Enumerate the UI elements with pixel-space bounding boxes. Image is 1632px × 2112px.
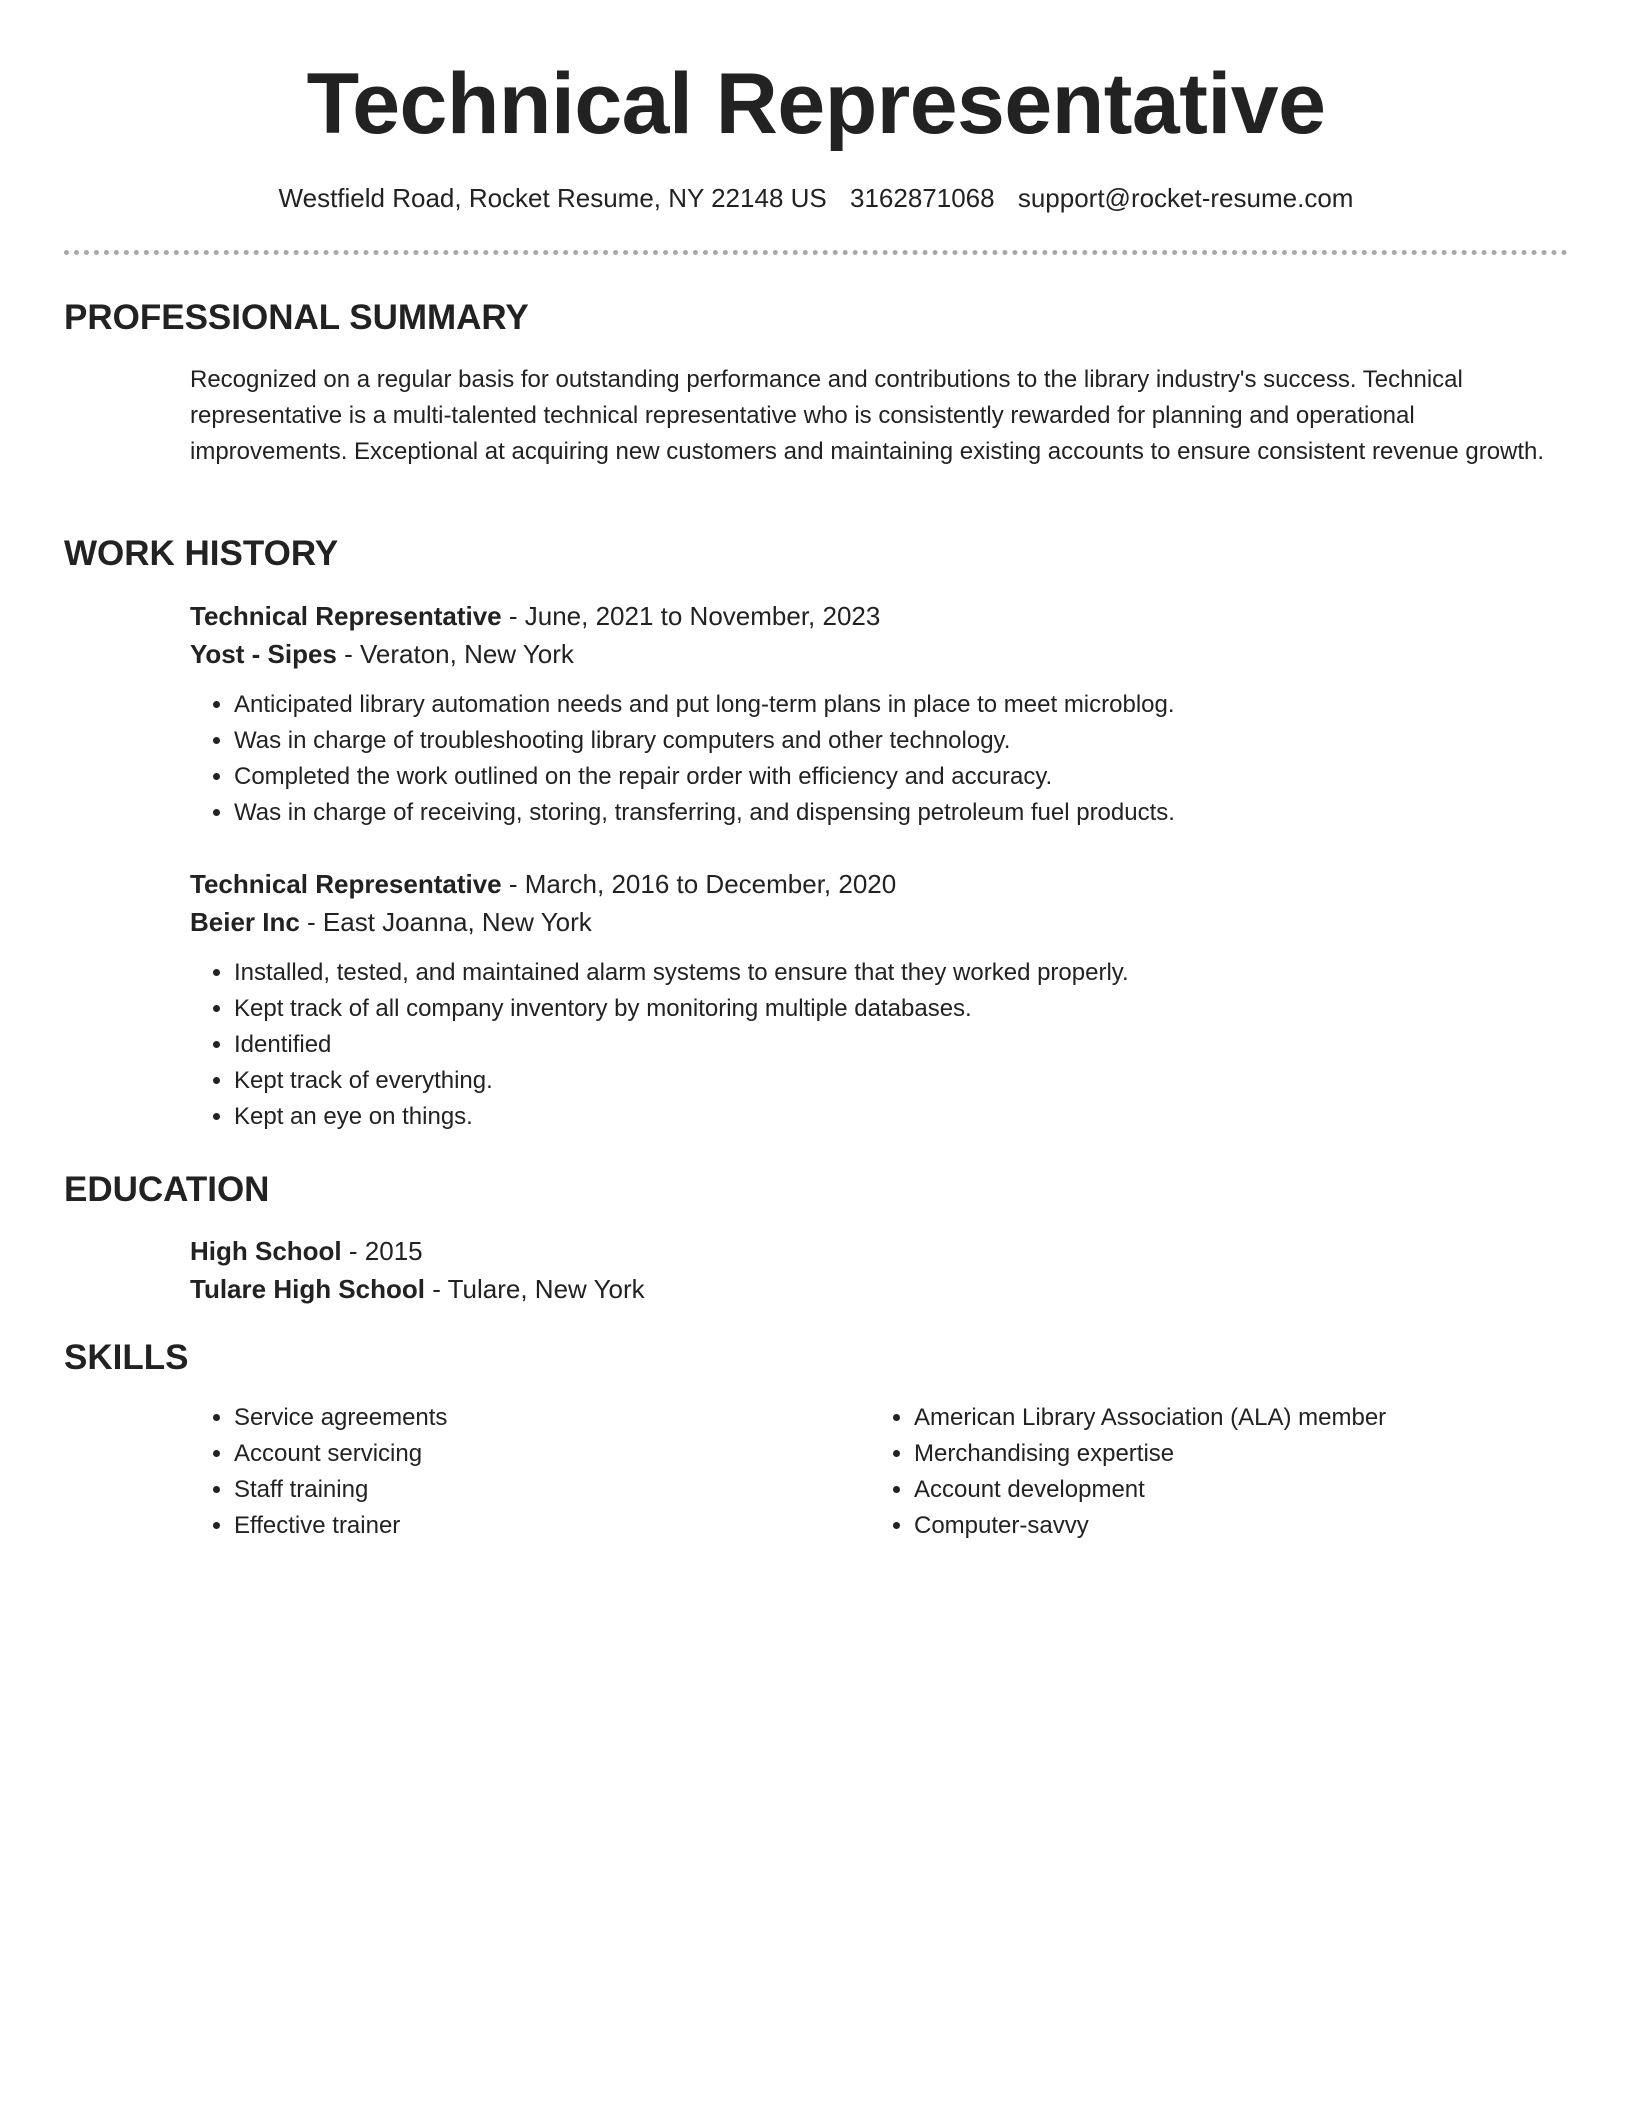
job-location: - East Joanna, New York (299, 907, 592, 937)
job-entry (190, 597, 1568, 831)
header-divider (64, 250, 1568, 255)
email: support@rocket-resume.com (1017, 183, 1354, 213)
list-item: • Kept track of everything. (234, 1063, 1568, 1099)
education-entry (190, 1232, 1568, 1308)
job-entry (190, 865, 1568, 1135)
skill-item: • Account development (914, 1472, 1550, 1508)
skill-item: • Effective trainer (234, 1508, 870, 1544)
job-company: Beier Inc (190, 907, 300, 937)
list-item: • Was in charge of receiving, storing, transferring, and dispensing petroleum fuel products. (234, 795, 1568, 831)
skill-item: • American Library Association (ALA) member (914, 1400, 1550, 1436)
list-item: • Was in charge of troubleshooting library computers and other technology. (234, 723, 1568, 759)
candidate-name: Technical Representative (306, 56, 1326, 152)
job-title: Technical Representative (190, 869, 502, 899)
education-degree: High School (190, 1236, 342, 1266)
job-bullets (190, 687, 1568, 831)
section-title-education: EDUCATION (64, 1170, 270, 1209)
list-item: • Anticipated library automation needs and put long-term plans in place to meet microblog. (234, 687, 1568, 723)
education-year: - 2015 (341, 1236, 423, 1266)
list-item: • Identified (234, 1027, 1568, 1063)
job-company: Yost - Sipes (190, 639, 337, 669)
skills-list-right (870, 1400, 1550, 1544)
skill-item: • Account servicing (234, 1436, 870, 1472)
job-title: Technical Representative (190, 601, 502, 631)
list-item: • Kept an eye on things. (234, 1099, 1568, 1135)
education-school-line (190, 1270, 1568, 1308)
skill-item: • Staff training (234, 1472, 870, 1508)
job-title-line (190, 597, 1568, 635)
job-dates: - June, 2021 to November, 2023 (501, 601, 881, 631)
job-title-line (190, 865, 1568, 903)
job-bullets (190, 955, 1568, 1135)
education-location: - Tulare, New York (424, 1274, 645, 1304)
job-location: - Veraton, New York (336, 639, 574, 669)
job-company-line (190, 635, 1568, 673)
skills-block (190, 1400, 1568, 1544)
education-school: Tulare High School (190, 1274, 425, 1304)
skill-item: • Service agreements (234, 1400, 870, 1436)
skill-item: • Computer-savvy (914, 1508, 1550, 1544)
section-title-summary: PROFESSIONAL SUMMARY (64, 298, 529, 337)
skills-column-left (190, 1400, 870, 1544)
list-item: • Installed, tested, and maintained alarm systems to ensure that they worked properly. (234, 955, 1568, 991)
section-title-work: WORK HISTORY (64, 534, 339, 573)
skills-grid (190, 1400, 1568, 1544)
skill-item: • Merchandising expertise (914, 1436, 1550, 1472)
skills-column-right (870, 1400, 1550, 1544)
summary-text: Recognized on a regular basis for outstanding performance and contributions to the library industry's success. Technical representative is a multi-talented technical representative who is consistently rewarded for planning and operational improvements. Exceptional at acquiring new customers and maintaining existing accounts to ensure consistent revenue growth. (190, 366, 1545, 465)
address: Westfield Road, Rocket Resume, NY 22148 US (278, 183, 827, 213)
skills-list-left (190, 1400, 870, 1544)
job-company-line (190, 903, 1568, 941)
job-dates: - March, 2016 to December, 2020 (501, 869, 897, 899)
list-item: • Kept track of all company inventory by monitoring multiple databases. (234, 991, 1568, 1027)
list-item: • Completed the work outlined on the repair order with efficiency and accuracy. (234, 759, 1568, 795)
phone: 3162871068 (849, 183, 995, 213)
education-degree-line (190, 1232, 1568, 1270)
summary-block (190, 362, 1568, 470)
contact-line (64, 180, 1568, 216)
section-title-skills: SKILLS (64, 1338, 189, 1377)
